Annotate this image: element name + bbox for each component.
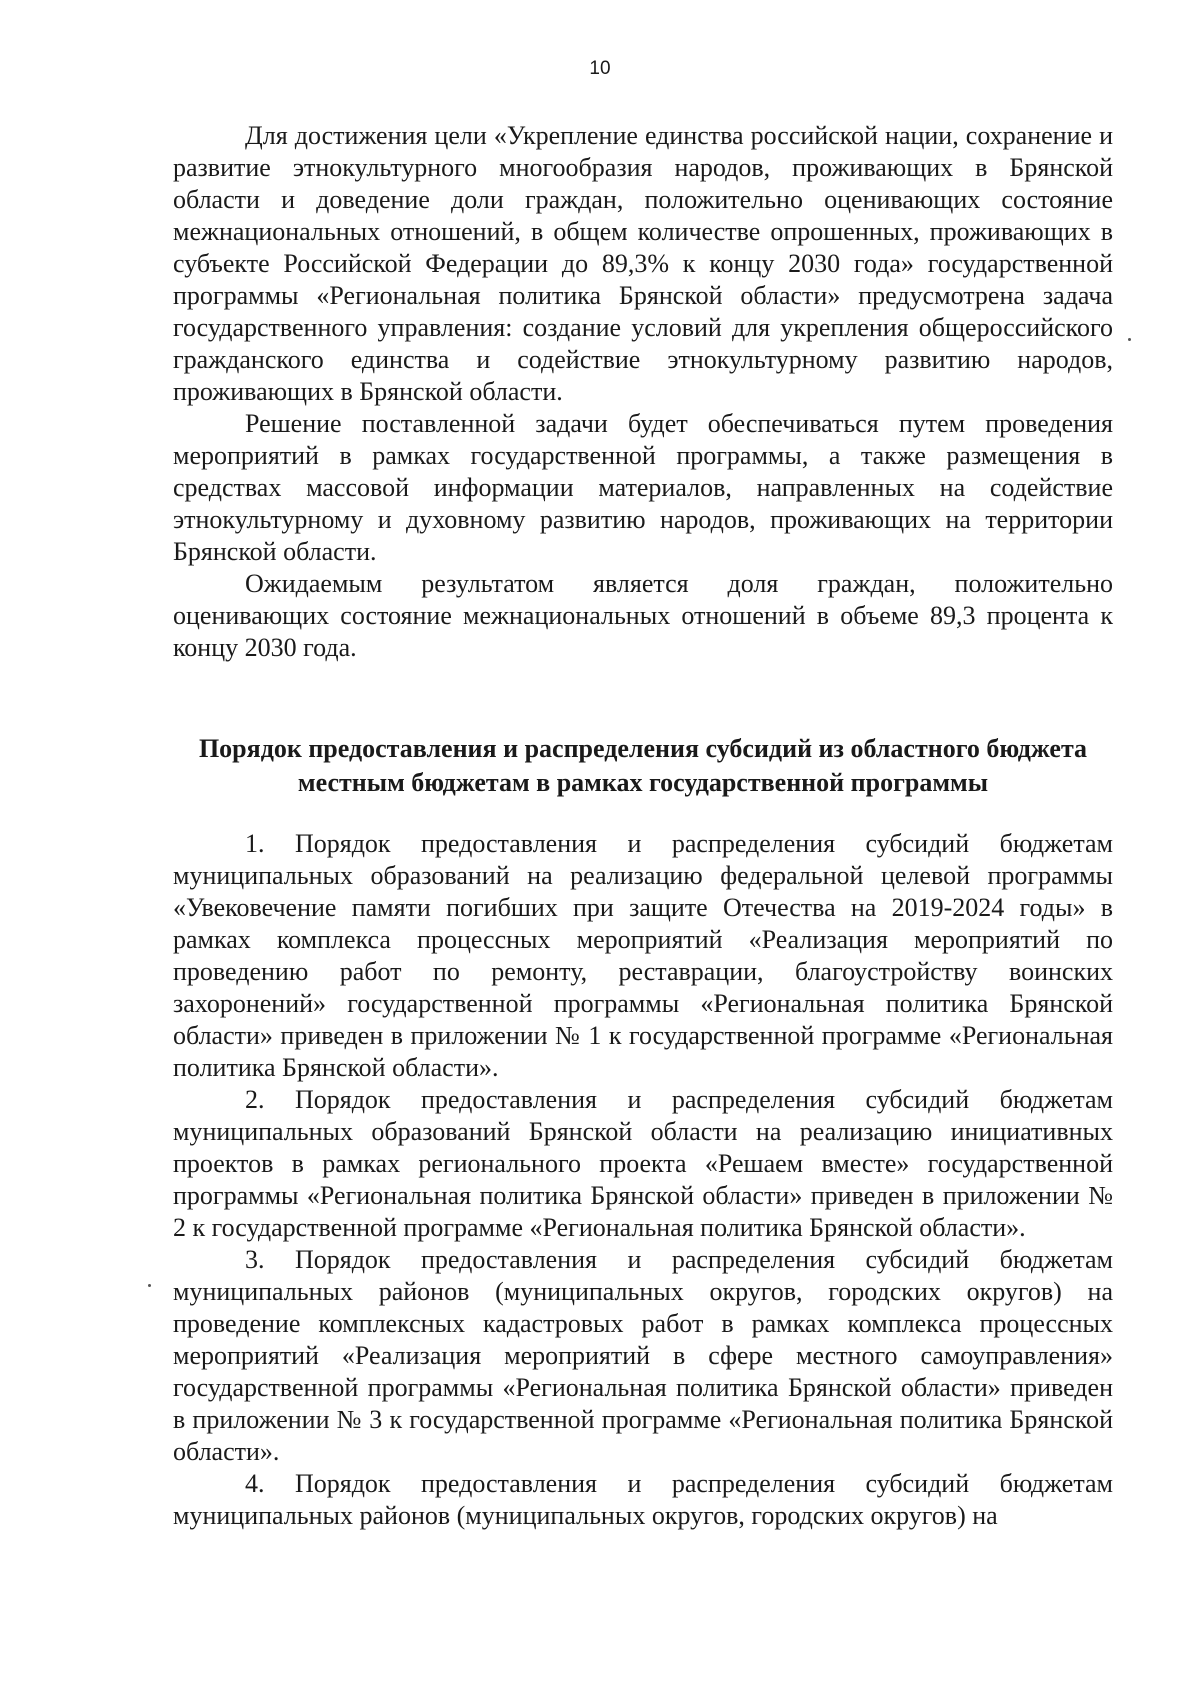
subsidies-section — [173, 828, 1113, 1532]
paragraph-solution: Решение поставленной задачи будет обеспечиваться путем проведения мероприятий в рамках государственной программы, а также размещения в средствах массовой информации материалов, направленных на содействие этнокультурному и духовному развитию народов, проживающих на территории Брянской области. — [173, 409, 1113, 566]
section-heading: Порядок предоставления и распределения субсидий из областного бюджета местным бюджетам в рамках государственной программы — [198, 734, 1088, 797]
subsidy-item-4: 4. Порядок предоставления и распределения субсидий бюджетам муниципальных районов (муниципальных округов, городских округов) на — [173, 1469, 1113, 1530]
scan-speck — [148, 1284, 151, 1287]
subsidy-item-1: 1. Порядок предоставления и распределения субсидий бюджетам муниципальных образований на реализацию федеральной целевой программы «Увековечение памяти погибших при защите Отечества на 2019-2024 годы» в рамках комплекса процессных мероприятий «Реализация мероприятий по проведению работ по ремонту, реставрации, благоустройству воинских захоронений» государственной программы «Региональная политика Брянской области» приведен в приложении № 1 к государственной программе «Региональная политика Брянской области». — [173, 829, 1113, 1082]
paragraph-goal: Для достижения цели «Укрепление единства российской нации, сохранение и развитие этнокультурного многообразия народов, проживающих в Брянской области и доведение доли граждан, положительно оценивающих состояние межнациональных отношений, в общем количестве опрошенных, проживающих в субъекте Российской Федерации до 89,3% к концу 2030 года» государственной программы «Региональная политика Брянской области» предусмотрена задача государственного управления: создание условий для укрепления общероссийского гражданского единства и содействие этнокультурному развитию народов, проживающих в Брянской области. — [173, 121, 1113, 406]
intro-section — [173, 120, 1113, 664]
paragraph-expected-result: Ожидаемым результатом является доля граждан, положительно оценивающих состояние межнациональных отношений в объеме 89,3 процента к концу 2030 года. — [173, 569, 1113, 662]
subsidy-item-2: 2. Порядок предоставления и распределения субсидий бюджетам муниципальных образований Брянской области на реализацию инициативных проектов в рамках регионального проекта «Решаем вместе» государственной программы «Региональная политика Брянской области» приведен в приложении № 2 к государственной программе «Региональная политика Брянской области». — [173, 1085, 1113, 1242]
scan-speck — [1128, 338, 1131, 341]
page-number: 10 — [589, 58, 611, 79]
subsidy-item-3: 3. Порядок предоставления и распределения субсидий бюджетам муниципальных районов (муниципальных округов, городских округов) на проведение комплексных кадастровых работ в рамках комплекса процессных мероприятий «Реализация мероприятий в сфере местного самоуправления» государственной программы «Региональная политика Брянской области» приведен в приложении № 3 к государственной программе «Региональная политика Брянской области». — [173, 1245, 1113, 1466]
